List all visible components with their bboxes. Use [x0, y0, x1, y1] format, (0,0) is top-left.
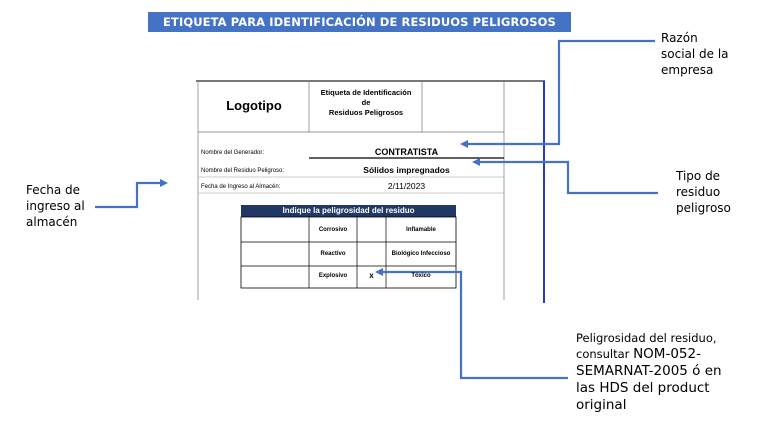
callout-line: SEMARNAT-2005 ó en — [576, 363, 722, 379]
callout-line: ingreso al — [26, 199, 85, 213]
hazard-inflamable: Inflamable — [406, 227, 436, 233]
field-label-residuo: Nombre del Residuo Peligroso: — [201, 168, 285, 174]
callout-line: peligroso — [676, 201, 731, 215]
callout-line: residuo — [676, 185, 721, 199]
callout-line: Fecha de — [26, 183, 80, 197]
hazard-corrosivo: Corrosivo — [318, 227, 348, 233]
callout-line: las HDS del product — [576, 380, 710, 396]
arrow-tipo — [478, 162, 658, 193]
callout-line: empresa — [661, 63, 714, 77]
callout-tipo-residuo — [676, 168, 731, 216]
hazard-table-header: Indique la peligrosidad del residuo — [282, 206, 415, 215]
callout-peligrosidad — [576, 331, 722, 414]
callout-razon-social — [661, 30, 729, 78]
arrow-razon — [465, 41, 655, 144]
callout-line: Tipo de — [676, 169, 721, 183]
field-label-generador: Nombre del Generador: — [201, 150, 265, 156]
callout-fecha-ingreso — [26, 182, 85, 230]
logo-placeholder: Logotipo — [226, 98, 282, 113]
label-heading-line: Residuos Peligrosos — [328, 108, 404, 117]
callout-line: almacén — [26, 215, 78, 229]
callout-line: original — [576, 397, 627, 413]
hazard-mark-explosivo: x — [369, 271, 374, 280]
field-value-generador: CONTRATISTA — [374, 147, 439, 157]
callout-line — [576, 346, 722, 363]
label-heading — [310, 88, 422, 118]
callout-line: social de la — [661, 47, 729, 61]
callout-text: NOM-052- — [633, 346, 701, 362]
banner-title: ETIQUETA PARA IDENTIFICACIÓN DE RESIDUOS PELIGROSOS — [148, 12, 571, 32]
label-heading-line: Etiqueta de Identificación — [320, 88, 412, 97]
callout-line: Razón — [661, 31, 698, 45]
hazard-reactivo: Reactivo — [320, 251, 346, 257]
hazard-biologico: Biológico Infeccioso — [391, 251, 451, 257]
hazard-explosivo: Explosivo — [318, 273, 348, 279]
arrow-fecha — [95, 183, 162, 207]
hazard-toxico: Tóxico — [411, 273, 431, 279]
label-heading-line: de — [361, 98, 371, 107]
field-value-fecha: 2/11/2023 — [387, 181, 426, 191]
field-label-fecha: Fecha de Ingreso al Almacén: — [201, 184, 281, 190]
callout-text: consultar — [576, 347, 630, 361]
field-value-residuo: Sólidos impregnados — [363, 165, 450, 175]
callout-line: Peligrosidad del residuo, — [576, 331, 717, 345]
